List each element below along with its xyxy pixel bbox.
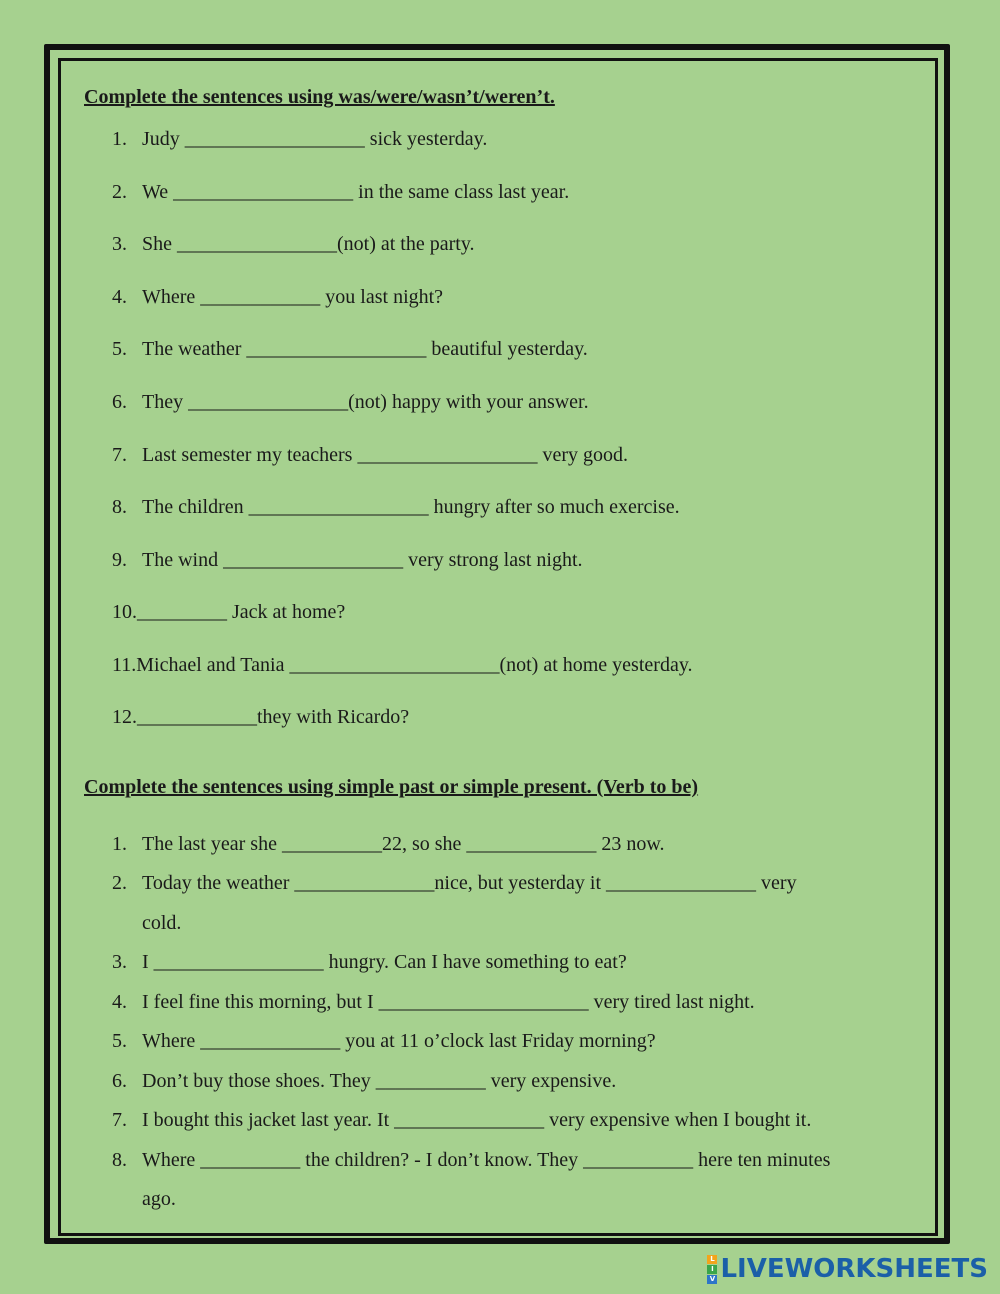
s2-item-7: 7. I bought this jacket last year. It _______________ very expensive when I bought it.	[112, 1109, 812, 1131]
s1-item-3: 3. She ________________(not) at the party.	[112, 233, 475, 255]
s2-item-8: 8. Where __________ the children? - I don’t know. They ___________ here ten minutes	[112, 1149, 831, 1171]
s2-item-6: 6. Don’t buy those shoes. They ___________ very expensive.	[112, 1070, 617, 1092]
logo-blocks-icon: L I V	[707, 1255, 717, 1284]
s2-item-8-continuation: ago.	[142, 1188, 176, 1210]
s2-item-3: 3. I _________________ hungry. Can I have something to eat?	[112, 951, 627, 973]
s2-item-2-continuation: cold.	[142, 912, 182, 934]
section2-heading: Complete the sentences using simple past or simple present. (Verb to be)	[84, 776, 699, 798]
s1-item-6: 6. They ________________(not) happy with your answer.	[112, 391, 589, 413]
s1-item-8: 8. The children __________________ hungry after so much exercise.	[112, 496, 680, 518]
s1-item-5: 5. The weather __________________ beautiful yesterday.	[112, 338, 588, 360]
s2-item-2: 2. Today the weather ______________nice, but yesterday it _______________ very	[112, 872, 797, 894]
section1-heading: Complete the sentences using was/were/wasn’t/weren’t.	[84, 86, 555, 108]
s1-item-9: 9. The wind __________________ very strong last night.	[112, 549, 583, 571]
s2-item-4: 4. I feel fine this morning, but I _____________________ very tired last night.	[112, 991, 755, 1013]
s1-item-12: 12.____________they with Ricardo?	[112, 706, 410, 728]
s1-item-4: 4. Where ____________ you last night?	[112, 286, 444, 308]
logo-text: LIVEWORKSHEETS	[720, 1254, 988, 1284]
s2-item-5: 5. Where ______________ you at 11 o’clock last Friday morning?	[112, 1030, 656, 1052]
s1-item-11: 11.Michael and Tania _____________________(not) at home yesterday.	[112, 654, 693, 676]
s1-item-7: 7. Last semester my teachers __________________ very good.	[112, 444, 629, 466]
s1-item-2: 2. We __________________ in the same class last year.	[112, 181, 570, 203]
s1-item-10: 10._________ Jack at home?	[112, 601, 346, 623]
s1-item-1: 1. Judy __________________ sick yesterday.	[112, 128, 488, 150]
liveworksheets-logo[interactable]	[707, 1254, 988, 1284]
s2-item-1: 1. The last year she __________22, so she _____________ 23 now.	[112, 833, 665, 855]
